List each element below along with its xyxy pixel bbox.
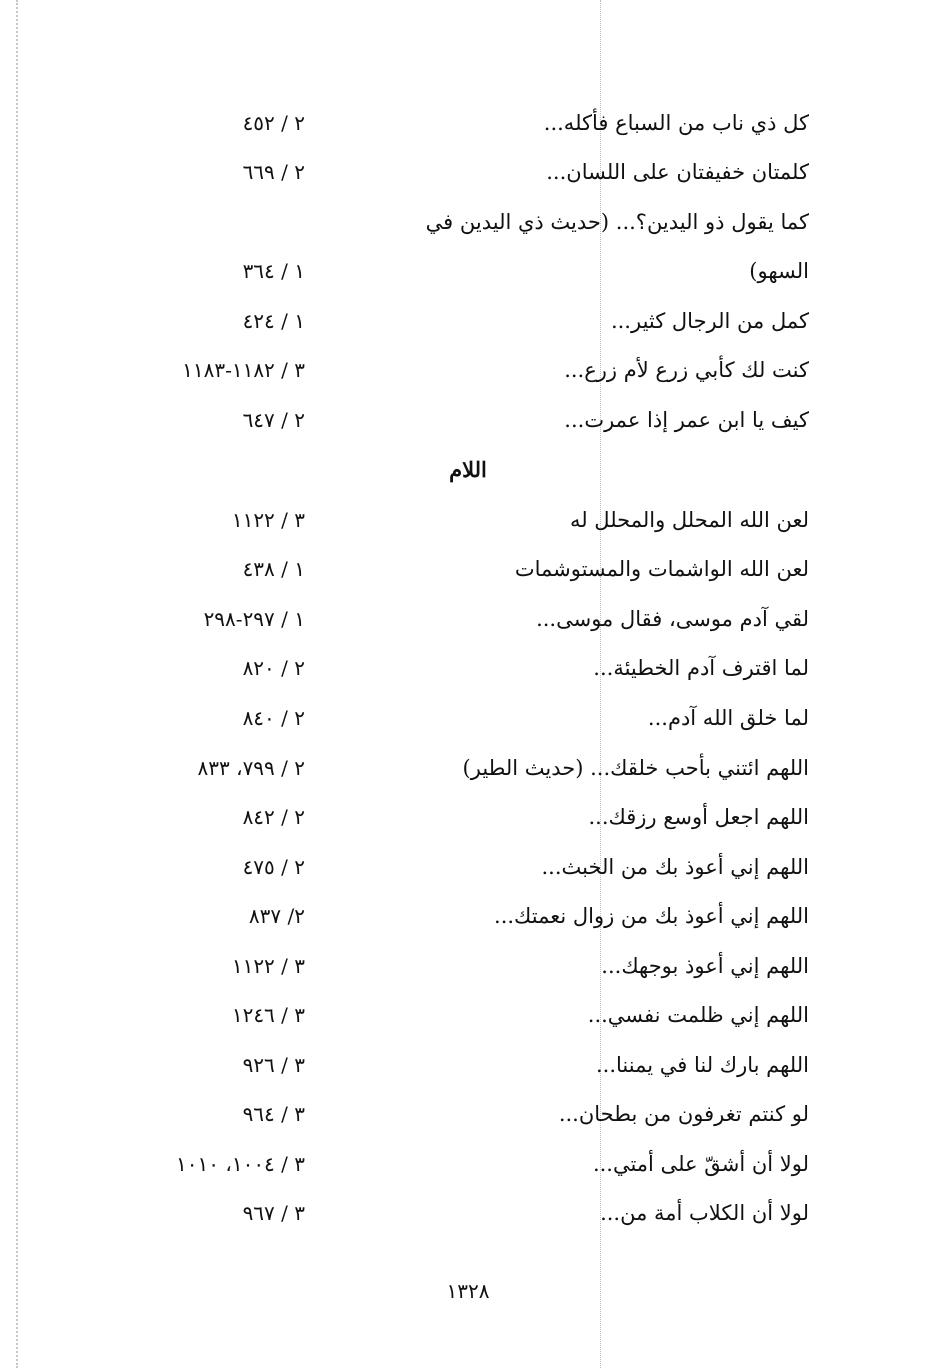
index-entry bbox=[0, 896, 937, 936]
entry-reference: ٢ / ٨٤٢ bbox=[242, 805, 305, 829]
entry-text: لعن الله الواشمات والمستوشمات bbox=[514, 557, 809, 581]
index-entry bbox=[0, 152, 937, 192]
entry-text: لما اقترف آدم الخطيئة... bbox=[593, 656, 809, 680]
index-entry bbox=[0, 797, 937, 837]
index-entry bbox=[0, 301, 937, 341]
index-entry bbox=[0, 599, 937, 639]
index-entry bbox=[0, 946, 937, 986]
entry-text: لقي آدم موسى، فقال موسى... bbox=[536, 607, 809, 631]
entry-reference: ٢ / ٨٤٠ bbox=[242, 706, 305, 730]
index-entry bbox=[0, 500, 937, 540]
index-entry bbox=[0, 1094, 937, 1134]
entry-text: اللهم اجعل أوسع رزقك... bbox=[588, 805, 809, 829]
entry-reference: ٢ / ٦٦٩ bbox=[242, 160, 305, 184]
entry-reference: ٣ / ١١٢٢ bbox=[231, 508, 305, 532]
entry-text: السهو) bbox=[749, 259, 809, 283]
entry-reference: ١ / ٤٢٤ bbox=[242, 309, 305, 333]
entry-text: اللهم بارك لنا في يمننا... bbox=[596, 1053, 809, 1077]
entry-text: اللهم ائتني بأحب خلقك... (حديث الطير) bbox=[462, 756, 809, 780]
index-entry bbox=[0, 1144, 937, 1184]
entry-text: كمل من الرجال كثير... bbox=[610, 309, 809, 333]
index-entry bbox=[0, 648, 937, 688]
index-entry bbox=[0, 995, 937, 1035]
entry-text: كما يقول ذو اليدين؟... (حديث ذي اليدين في bbox=[425, 210, 809, 234]
entry-text: كيف يا ابن عمر إذا عمرت... bbox=[564, 408, 809, 432]
entry-text: اللهم إني أعوذ بوجهك... bbox=[601, 954, 809, 978]
entry-reference: ٣ / ١١٨٢-١١٨٣ bbox=[182, 358, 305, 382]
entry-reference: ٢ / ٦٤٧ bbox=[242, 408, 305, 432]
entry-reference: ١ / ٤٣٨ bbox=[242, 557, 305, 581]
entry-reference: ١ / ٣٦٤ bbox=[242, 259, 305, 283]
entry-reference: ٢ / ٤٥٢ bbox=[242, 111, 305, 135]
index-entry bbox=[0, 698, 937, 738]
entry-reference: ٣ / ٩٦٧ bbox=[242, 1201, 305, 1225]
entry-reference: ٣ / ١١٢٢ bbox=[231, 954, 305, 978]
entry-reference: ٣ / ٩٦٤ bbox=[242, 1102, 305, 1126]
index-entry bbox=[0, 202, 937, 242]
entry-reference: ٢ / ٧٩٩، ٨٣٣ bbox=[197, 756, 305, 780]
index-entry bbox=[0, 1193, 937, 1233]
entry-reference: ٣ / ١٢٤٦ bbox=[231, 1003, 305, 1027]
entry-text: لعن الله المحلل والمحلل له bbox=[569, 508, 809, 532]
index-entry bbox=[0, 400, 937, 440]
entry-reference: ٢ / ٤٧٥ bbox=[242, 855, 305, 879]
entry-text: اللهم إني أعوذ بك من زوال نعمتك... bbox=[494, 904, 809, 928]
index-entry bbox=[0, 251, 937, 291]
entry-text: كل ذي ناب من السباع فأكله... bbox=[543, 111, 809, 135]
index-entry bbox=[0, 847, 937, 887]
entry-reference: ٣ / ٩٢٦ bbox=[242, 1053, 305, 1077]
section-heading: اللام bbox=[449, 457, 487, 482]
entry-text: اللهم إني أعوذ بك من الخبث... bbox=[541, 855, 809, 879]
index-entry bbox=[0, 748, 937, 788]
entry-text: لما خلق الله آدم... bbox=[647, 706, 809, 730]
entry-reference: ٢ / ٨٢٠ bbox=[242, 656, 305, 680]
index-entry bbox=[0, 103, 937, 143]
index-entry bbox=[0, 1045, 937, 1085]
entry-text: لولا أن الكلاب أمة من... bbox=[600, 1201, 809, 1225]
entry-text: اللهم إني ظلمت نفسي... bbox=[587, 1003, 809, 1027]
page-number: ١٣٢٨ bbox=[446, 1279, 490, 1303]
entry-text: كنت لك كأبي زرع لأم زرع... bbox=[564, 358, 809, 382]
index-entry bbox=[0, 549, 937, 589]
entry-reference: ٢/ ٨٣٧ bbox=[248, 904, 305, 928]
index-entry bbox=[0, 350, 937, 390]
entry-text: كلمتان خفيفتان على اللسان... bbox=[546, 160, 809, 184]
entry-reference: ٣ / ١٠٠٤، ١٠١٠ bbox=[176, 1152, 305, 1176]
entry-reference: ١ / ٢٩٧-٢٩٨ bbox=[203, 607, 305, 631]
entry-text: لولا أن أشقّ على أمتي... bbox=[592, 1152, 809, 1176]
entry-text: لو كنتم تغرفون من بطحان... bbox=[558, 1102, 809, 1126]
